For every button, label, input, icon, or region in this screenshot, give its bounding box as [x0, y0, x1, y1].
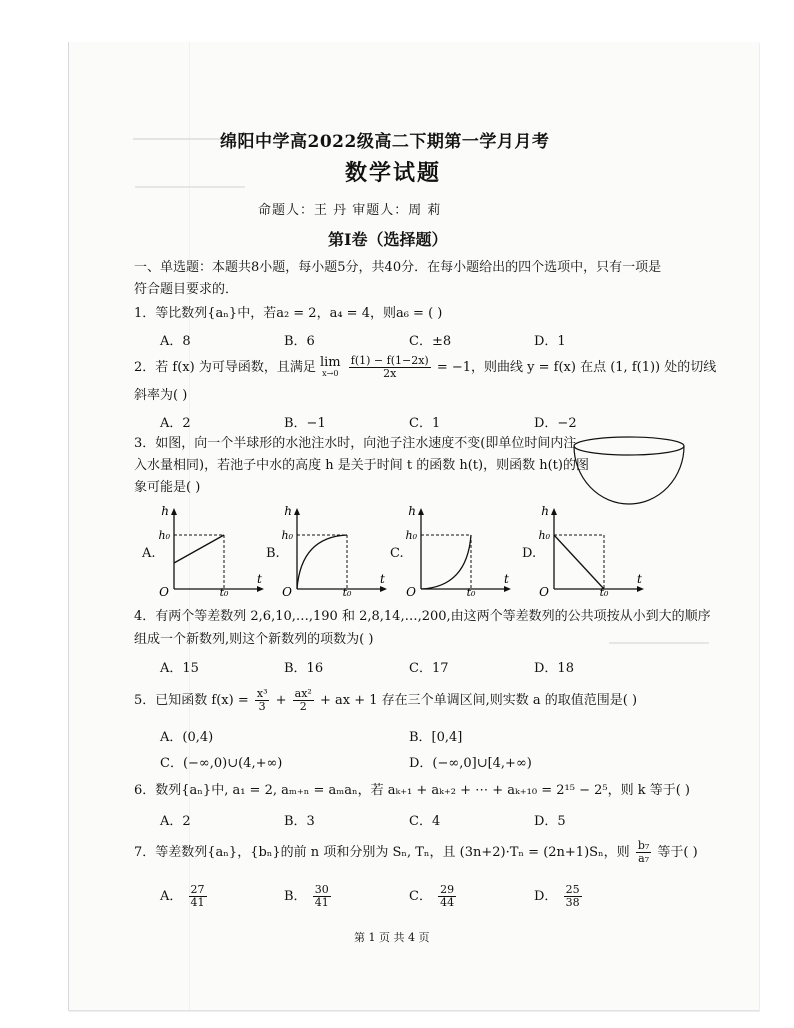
question-2-cont: 斜率为( ): [134, 388, 188, 403]
q2-limit: [319, 354, 341, 379]
q2-text-post: = −1，则曲线 y = f(x) 在点 (1, f(1)) 处的切线: [436, 360, 717, 375]
q7-option-b: [284, 884, 333, 909]
q2-option-a: A．2: [160, 416, 191, 431]
graph-c-label: C.: [390, 546, 404, 561]
question-3-cont: 入水量相同)，若池子中水的高度 h 是关于时间 t 的函数 h(t)，则函数 h(t)的图: [134, 458, 589, 473]
q2-frac-den: 2x: [383, 367, 397, 380]
question-6: 6．数列{aₙ}中, a₁ = 2, aₘ₊ₙ = aₘaₙ，若 aₖ₊₁ + aₖ₊₂ + ⋯ + aₖ₊₁₀ = 2¹⁵ − 2⁵，则 k 等于( ): [134, 783, 690, 798]
graph-a-axis-t: t: [257, 572, 262, 586]
q1-option-a: A．8: [160, 334, 191, 349]
q7-text-pre: 7．等差数列{aₙ}，{bₙ}的前 n 项和分别为 Sₙ, Tₙ，且 (3n+2)·Tₙ = (2n+1)Sₙ，则: [134, 845, 630, 860]
q7-option-b-letter: B．: [284, 889, 307, 904]
bleed-through-mark: [133, 138, 223, 140]
graph-a-h0: h₀: [158, 529, 170, 542]
graph-d-origin: O: [539, 585, 549, 599]
graph-d-axis-h: h: [541, 504, 549, 518]
question-1: 1．等比数列{aₙ}中，若a₂ = 2，a₄ = 4，则a₆ = ( ): [134, 306, 443, 321]
q7-option-d-den: 38: [565, 896, 580, 909]
q1-option-c: C．±8: [409, 334, 452, 349]
q5-frac2-num: ax²: [294, 687, 312, 700]
q2-limit-word: lim: [319, 354, 341, 370]
page-footer: 第 1 页 共 4 页: [354, 931, 430, 944]
question-2: [134, 354, 716, 382]
section-instructions-cont: 符合题目要求的．: [134, 282, 239, 297]
part-title: 第I卷（选择题）: [328, 230, 448, 249]
q2-text-pre: 2．若 f(x) 为可导函数，且满足: [134, 360, 316, 375]
q5-option-a: A．(0,4): [160, 730, 214, 745]
q5-option-d: D．(−∞,0]∪[4,+∞): [409, 756, 532, 771]
graph-b-origin: O: [282, 585, 292, 599]
q7-option-c-den: 44: [440, 896, 455, 909]
q7-option-c-letter: C．: [409, 889, 432, 904]
graph-a-label: A.: [142, 546, 156, 561]
graph-c-axis-h: h: [408, 504, 416, 518]
question-7: [134, 838, 698, 868]
q7-text-post: 等于( ): [657, 845, 698, 860]
graph-b-h0: h₀: [281, 529, 293, 542]
graph-d-axis-t: t: [637, 572, 642, 586]
bleed-through-mark: [135, 186, 245, 188]
graph-b-t0: t₀: [342, 586, 352, 599]
graph-b-axis-t: t: [380, 572, 385, 586]
q2-limit-sub: x→0: [322, 368, 339, 378]
graph-c-t0: t₀: [466, 586, 476, 599]
graph-b-axis-h: h: [284, 504, 292, 518]
question-4: 4．有两个等差数列 2,6,10,…,190 和 2,8,14,…,200,由这两个等差数列的公共项按从小到大的顺序: [134, 609, 711, 624]
q6-option-b: B．3: [284, 814, 315, 829]
q2-option-d: D．−2: [534, 416, 577, 431]
q5-text-post: + ax + 1 存在三个单调区间,则实数 a 的取值范围是( ): [319, 693, 638, 708]
graph-d-h0: h₀: [538, 529, 550, 542]
hemisphere-bowl-figure: [570, 432, 688, 512]
q5-plus: +: [275, 693, 287, 708]
q7-option-c-fraction: [438, 884, 456, 909]
q7-option-d-num: 25: [565, 883, 580, 896]
q1-option-d: D．1: [534, 334, 566, 349]
graph-d: [540, 505, 650, 597]
graph-d-label: D.: [522, 546, 537, 561]
q7-frac-num: b₇: [637, 839, 650, 852]
bleed-through-mark: [609, 642, 709, 644]
q5-option-b: B．[0,4]: [409, 730, 463, 745]
question-5: [134, 686, 637, 716]
graph-c: [407, 505, 517, 597]
question-3-cont2: 象可能是( ): [134, 480, 201, 495]
q7-fraction: [636, 840, 651, 865]
q2-frac-num: f(1) − f(1−2x): [350, 354, 429, 367]
graph-b-label: B.: [266, 546, 280, 561]
q7-option-c-num: 29: [440, 883, 455, 896]
q7-option-a-den: 41: [190, 896, 205, 909]
graph-a: [160, 505, 270, 597]
graph-a-t0: t₀: [219, 586, 229, 599]
q7-option-b-fraction: [313, 884, 331, 909]
q5-fraction-2: [293, 688, 314, 713]
q7-option-c: [409, 884, 458, 909]
section-instructions: 一、单选题：本题共8小题，每小题5分，共40分．在每小题给出的四个选项中，只有一项是: [134, 260, 662, 275]
graph-d-t0: t₀: [599, 586, 609, 599]
q4-option-b: B．16: [284, 661, 324, 676]
q7-option-a-letter: A．: [160, 889, 183, 904]
q7-option-d-fraction: [564, 884, 582, 909]
q7-option-a-fraction: [189, 884, 207, 909]
question-4-cont: 组成一个新数列,则这个新数列的项数为( ): [134, 632, 374, 647]
graph-c-origin: O: [406, 585, 416, 599]
q5-frac2-den: 2: [299, 700, 307, 713]
q2-option-c: C．1: [409, 416, 441, 431]
q4-option-a: A．15: [160, 661, 199, 676]
graph-c-axis-t: t: [504, 572, 509, 586]
q4-option-d: D．18: [534, 661, 574, 676]
q7-option-d: [534, 884, 584, 909]
graph-b: [283, 505, 393, 597]
q2-fraction: [349, 355, 431, 380]
graph-c-h0: h₀: [405, 529, 417, 542]
q1-option-b: B．6: [284, 334, 315, 349]
q7-option-b-den: 41: [314, 896, 329, 909]
q7-option-b-num: 30: [314, 883, 329, 896]
q7-option-a-num: 27: [190, 883, 205, 896]
q5-option-c: C．(−∞,0)∪(4,+∞): [160, 756, 283, 771]
authors-line: 命题人：王 丹 审题人：周 莉: [258, 203, 442, 218]
q6-option-d: D．5: [534, 814, 566, 829]
q2-option-b: B．−1: [284, 416, 326, 431]
q5-frac1-num: x³: [256, 687, 268, 700]
q5-text-pre: 5．已知函数 f(x) =: [134, 693, 249, 708]
q6-option-c: C．4: [409, 814, 441, 829]
q7-option-a: [160, 884, 209, 909]
school-title: 绵阳中学高2022级高二下期第一学月月考: [220, 132, 550, 152]
q5-frac1-den: 3: [258, 700, 266, 713]
q4-option-c: C．17: [409, 661, 449, 676]
graph-a-axis-h: h: [161, 504, 169, 518]
q6-option-a: A．2: [160, 814, 191, 829]
subject-title: 数学试题: [345, 160, 442, 186]
q7-option-d-letter: D．: [534, 889, 558, 904]
graph-a-origin: O: [159, 585, 169, 599]
q7-frac-den: a₇: [638, 852, 650, 865]
question-3: 3．如图，向一个半球形的水池注水时，向池子注水速度不变(即单位时间内注: [134, 436, 577, 451]
q5-fraction-1: [255, 688, 270, 713]
